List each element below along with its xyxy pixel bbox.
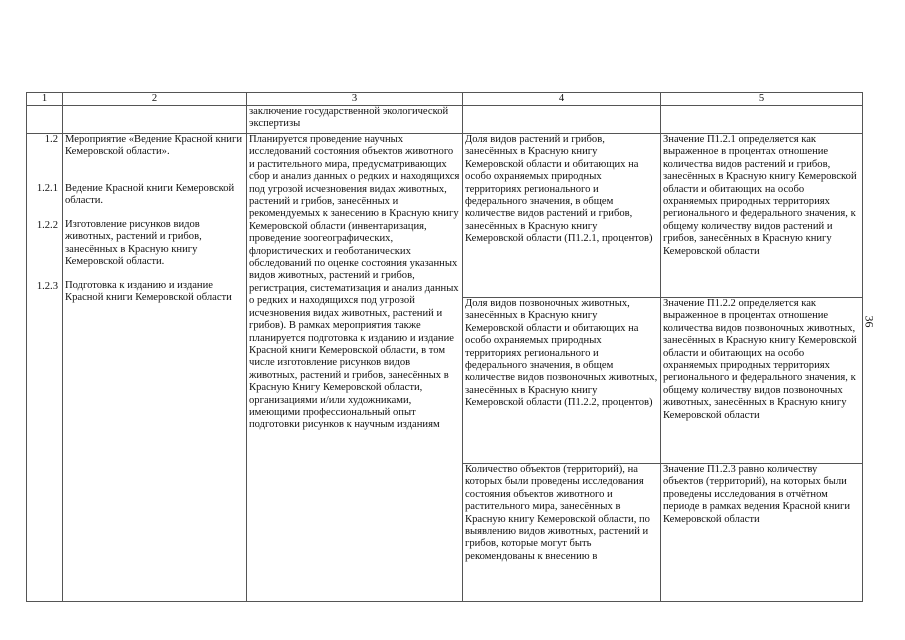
indicator-method: Значение П1.2.1 определяется как выраженное в процентах отношение количества видов растений и грибов, занесённых в Красную книгу Кемеровской области и обитающих на особо охраняемых природных территориях регионального и федерального значения, к общему количеству видов растений и грибов, занесённых в Красную книгу Кемеровской области: [661, 134, 863, 298]
measure-name: Изготовление рисунков видов животных, растений и грибов, занесённых в Красную книгу Кемеровской области.: [65, 219, 202, 268]
measure-description: Планируется проведение научных исследований состояния объектов животного и растительного мира, предусматривающих сбор и анализ данных о редких и находящихся под угрозой исчезновения видах животных, растений и грибов, занесённых и рекомендуемых к занесению в Красную книгу Кемеровской области (инвентаризация, проведение зоогеографических, флористических и геоботанических обследований по оценке состояния указанных видов животных, растений и грибов, регистрация, систематизация и анализ данных о редких и находящихся под угрозой исчезновения видах животных, растений и грибов). В рамках мероприятия также планируется подготовка к изданию и издание Красной книги Кемеровской области, в том числе изготовление рисунков видов животных, растений и грибов, занесённых в Красную Книгу Кемеровской области, организациями и/или художниками, имеющими профессиональный опыт подготовки рисунков к научным изданиям: [247, 134, 463, 602]
measure-name: Подготовка к изданию и издание Красной книги Кемеровской области: [65, 280, 232, 304]
header-cell-2: 2: [63, 93, 247, 106]
indicator-method: Значение П1.2.3 равно количеству объектов (территорий), на которых были проведены исследования в отчётном периоде в рамках ведения Красной книги Кемеровской области: [661, 464, 863, 602]
header-row: [27, 93, 863, 106]
continuation-row: [27, 106, 863, 134]
measure-names-cell: [63, 134, 247, 602]
header-cell-4: 4: [463, 93, 661, 106]
measure-name: Мероприятие «Ведение Красной книги Кемеровской области».: [65, 134, 242, 158]
item-number: 1.2.1: [36, 183, 58, 195]
program-table: [26, 92, 863, 602]
continuation-description: заключение государственной экологической экспертизы: [247, 106, 463, 134]
indicator-method: Значение П1.2.2 определяется как выраженное в процентах отношение количества видов позвоночных животных, занесённых в Красную книгу Кемеровской области и обитающих на особо охраняемых природных территориях регионального и федерального значения, к общему количеству видов позвоночных животных, занесённых в Красную книгу Кемеровской области: [661, 298, 863, 464]
indicator-name: Доля видов позвоночных животных, занесённых в Красную книгу Кемеровской области и обитающих на особо охраняемых природных территориях регионального и федерального значения, в общем количестве видов позвоночных животных, занесённых в Красную книгу Кемеровской области (П1.2.2, процентов): [463, 298, 661, 464]
header-cell-1: 1: [27, 93, 63, 106]
header-cell-5: 5: [661, 93, 863, 106]
table-row: [27, 134, 863, 298]
item-number: 1.2: [44, 134, 58, 145]
header-cell-3: 3: [247, 93, 463, 106]
indicator-name: Количество объектов (территорий), на которых были проведены исследования состояния объектов животного и растительного мира, занесённых в Красную книгу Кемеровской области, по выявлению видов животных, растений и грибов, которые могут быть рекомендованы к внесению в: [463, 464, 661, 602]
item-number: 1.2.3: [36, 281, 58, 293]
indicator-name: Доля видов растений и грибов, занесённых в Красную книгу Кемеровской области и обитающих на особо охраняемых природных территориях регионального и федерального значения, в общем количестве видов растений и грибов, занесённых в Красную книгу Кемеровской области (П1.2.1, процентов): [463, 134, 661, 298]
item-numbers-cell: [27, 134, 63, 602]
measure-name: Ведение Красной книги Кемеровской области.: [65, 183, 235, 207]
page-number: 36: [862, 315, 877, 328]
item-number: 1.2.2: [36, 219, 58, 231]
